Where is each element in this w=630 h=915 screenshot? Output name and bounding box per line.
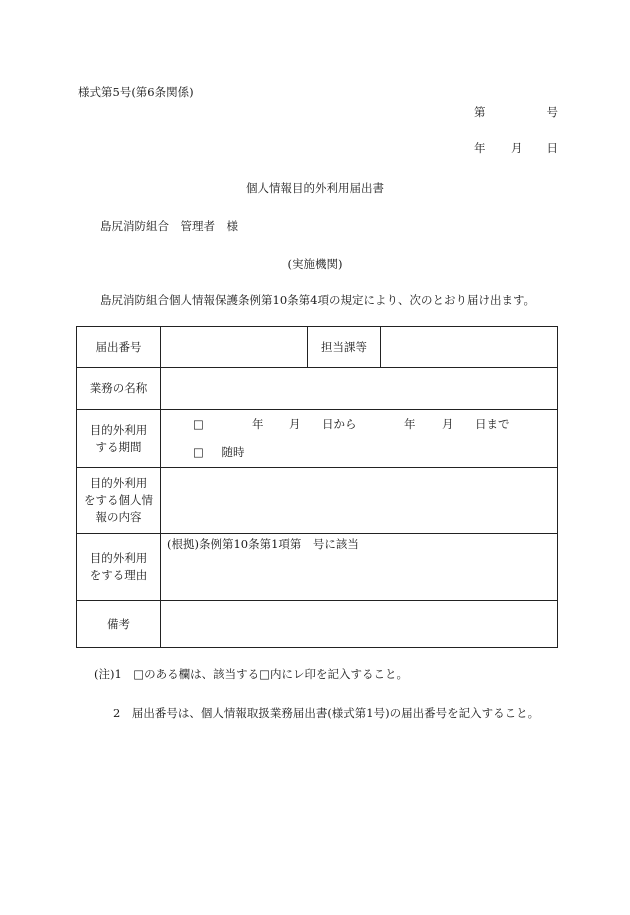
document-date xyxy=(474,140,558,156)
notification-number-label: 届出番号 xyxy=(77,327,161,368)
period-start-month: 月 xyxy=(289,417,301,431)
date-year: 年 xyxy=(474,141,486,155)
period-range-checkbox[interactable]: □ xyxy=(193,417,204,431)
department-label: 担当課等 xyxy=(308,327,381,368)
personal-info-label xyxy=(77,468,161,534)
date-day: 日 xyxy=(546,141,558,155)
period-label xyxy=(77,410,161,468)
remarks-label: 備考 xyxy=(77,601,161,648)
reason-field[interactable] xyxy=(161,534,558,601)
reason-label xyxy=(77,534,161,601)
period-field xyxy=(161,410,558,468)
note-1: (注)1 □のある欄は、該当する□内にレ印を記入すること。 xyxy=(94,667,409,681)
period-anytime-checkbox[interactable]: □ xyxy=(193,445,204,459)
period-start-year: 年 xyxy=(252,417,264,431)
table-row xyxy=(77,468,558,534)
notification-table xyxy=(76,326,558,648)
table-row xyxy=(77,327,558,368)
period-anytime-row xyxy=(193,444,245,461)
notification-number-field[interactable] xyxy=(161,327,308,368)
period-anytime-label: 随時 xyxy=(221,445,245,459)
period-end-day: 日まで xyxy=(475,417,510,431)
period-label-line: する期間 xyxy=(95,439,142,454)
number-prefix: 第 xyxy=(474,105,486,119)
implementing-agency: (実施機関) xyxy=(287,257,343,271)
period-end-month: 月 xyxy=(442,417,454,431)
note-2: 2 届出番号は、個人情報取扱業務届出書(様式第1号)の届出番号を記入すること。 xyxy=(113,706,540,720)
table-row xyxy=(77,410,558,468)
business-name-field[interactable] xyxy=(161,368,558,410)
business-name-label: 業務の名称 xyxy=(77,368,161,410)
number-suffix: 号 xyxy=(546,105,558,119)
period-end-year: 年 xyxy=(404,417,416,431)
table-row xyxy=(77,534,558,601)
department-field[interactable] xyxy=(381,327,558,368)
table-row xyxy=(77,368,558,410)
personal-info-label-line: 目的外利用 xyxy=(89,476,148,490)
reason-basis-text: (根拠)条例第10条第1項第 号に該当 xyxy=(167,537,359,551)
lead-text: 島尻消防組合個人情報保護条例第10条第4項の規定により、次のとおり届け出ます。 xyxy=(100,293,536,307)
date-month: 月 xyxy=(511,141,523,155)
table-row xyxy=(77,601,558,648)
personal-info-label-line: をする個人情 xyxy=(84,493,153,507)
addressee: 島尻消防組合 管理者 様 xyxy=(100,219,238,233)
period-start-day: 日から xyxy=(322,417,357,431)
reason-label-line: 目的外利用 xyxy=(89,551,148,565)
personal-info-field[interactable] xyxy=(161,468,558,534)
document-title: 個人情報目的外利用届出書 xyxy=(246,181,384,195)
document-number xyxy=(474,104,558,120)
period-range-row xyxy=(193,416,533,434)
form-label: 様式第5号(第6条関係) xyxy=(78,85,194,99)
reason-label-line: をする理由 xyxy=(89,568,148,582)
remarks-field[interactable] xyxy=(161,601,558,648)
period-label-line: 目的外利用 xyxy=(89,422,148,437)
personal-info-label-line: 報の内容 xyxy=(95,510,142,524)
